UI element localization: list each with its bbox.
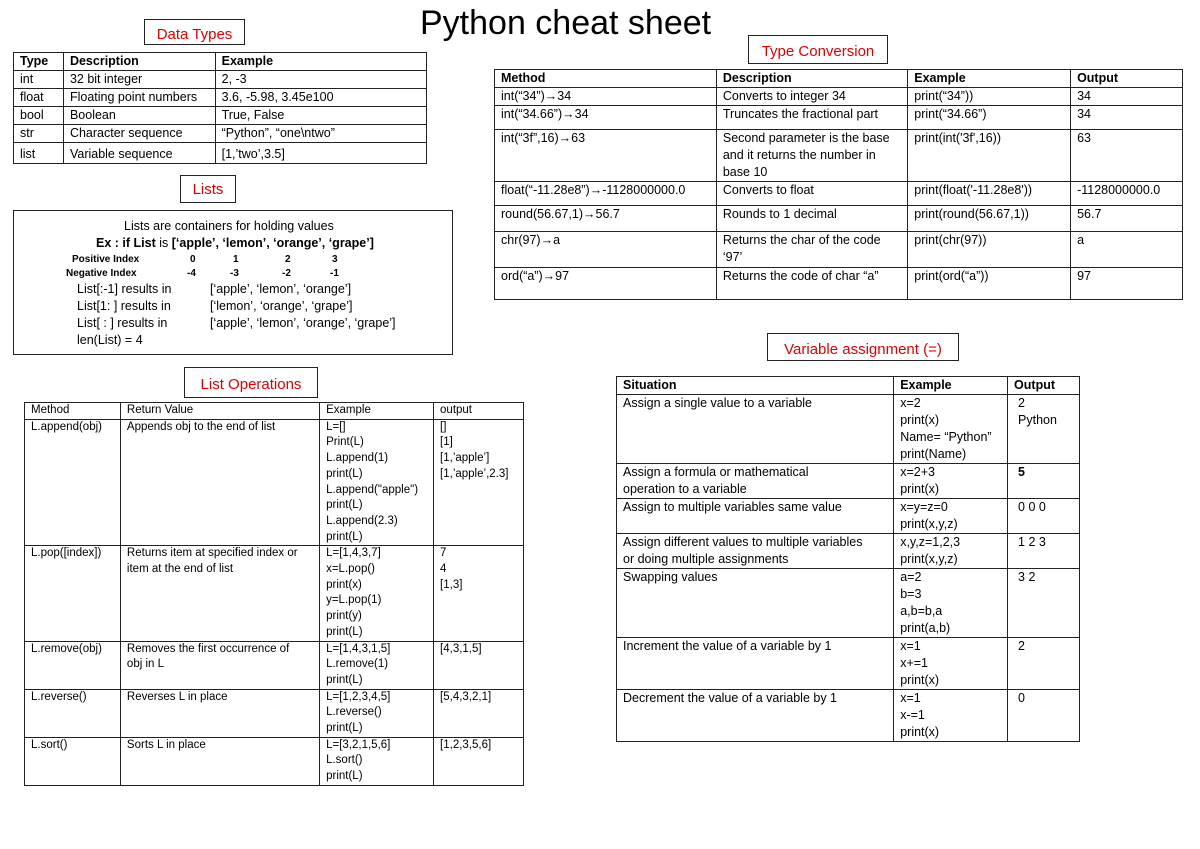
cell-line: L=[1,4,3,1,5]	[326, 642, 391, 655]
cell-line: print(x)	[900, 673, 940, 687]
cell-line: ‘97’	[722, 250, 743, 264]
situation-cell	[617, 638, 894, 690]
positive-index-value: 1	[233, 254, 239, 265]
cell-line: L=[1,2,3,4,5]	[326, 690, 391, 703]
cell-line: print(L)	[326, 722, 363, 735]
example-cell	[894, 395, 1008, 464]
table-row	[14, 107, 427, 125]
cell-line: Decrement the value of a variable by 1	[623, 691, 838, 705]
cell-line: [1,’apple’]	[440, 452, 490, 465]
cell-line: Converts to float	[722, 183, 814, 197]
table-cell: str	[14, 125, 64, 143]
column-header: Return Value	[120, 403, 319, 420]
table-row	[617, 569, 1080, 638]
table-row	[14, 125, 427, 143]
return-value-cell	[120, 546, 319, 641]
cell-line: 4	[440, 563, 447, 576]
example-cell: print(“34”))	[908, 88, 1071, 106]
example-cell	[320, 419, 434, 546]
table-cell: list	[14, 143, 64, 164]
cell-line: L.remove(1)	[326, 658, 389, 671]
cell-line: Removes the first occurrence of	[126, 642, 290, 655]
table-row	[495, 130, 1183, 182]
negative-index-label: Negative Index	[66, 268, 137, 279]
column-header: Example	[320, 403, 434, 420]
table-header-row	[495, 70, 1183, 88]
situation-cell	[617, 690, 894, 742]
cell-line: Appends obj to the end of list	[126, 420, 276, 433]
cell-line: x-=1	[900, 708, 925, 722]
method-cell: L.sort()	[25, 737, 121, 785]
cell-line: L.append("apple")	[326, 483, 419, 496]
cell-line: L=[]	[326, 420, 346, 433]
column-header: Description	[63, 53, 215, 71]
cell-line: obj in L	[126, 658, 165, 671]
table-row	[25, 737, 524, 785]
slice-result: [‘lemon’, ‘orange’, ‘grape’]	[210, 299, 353, 313]
table-cell: Character sequence	[63, 125, 215, 143]
cell-line: print(y)	[326, 610, 362, 623]
table-cell: bool	[14, 107, 64, 125]
cell-line: operation to a variable	[623, 482, 747, 496]
example-is: is	[155, 236, 172, 250]
cell-line: base 10	[722, 165, 768, 179]
method-cell: L.remove(obj)	[25, 641, 121, 689]
table-cell: “Python”, “one\ntwo”	[215, 125, 426, 143]
example-cell: print(float('-11.28e8'))	[908, 182, 1071, 206]
column-header: Output	[1071, 70, 1183, 88]
example-cell	[894, 569, 1008, 638]
cell-line: item at the end of list	[126, 563, 234, 576]
column-header: Example	[908, 70, 1071, 88]
page-title: Python cheat sheet	[420, 4, 712, 42]
cell-line: y=L.pop(1)	[326, 594, 382, 607]
example-cell	[320, 737, 434, 785]
positive-index-value: 2	[285, 254, 291, 265]
table-row	[617, 464, 1080, 499]
output-cell	[1008, 690, 1080, 742]
cell-line: print(x)	[900, 725, 940, 739]
description-cell	[716, 106, 907, 130]
table-header-row	[25, 403, 524, 420]
cell-line: []	[440, 420, 447, 433]
example-cell: print(chr(97))	[908, 232, 1071, 268]
output-cell	[1008, 638, 1080, 690]
cell-line: print(L)	[326, 467, 363, 480]
cell-line: Swapping values	[623, 570, 718, 584]
column-header: Description	[716, 70, 907, 88]
table-cell: [1,’two’,3.5]	[215, 143, 426, 164]
cell-line: x+=1	[900, 656, 929, 670]
example-cell	[894, 638, 1008, 690]
cell-line: Converts to integer 34	[722, 89, 846, 103]
table-cell: Variable sequence	[63, 143, 215, 164]
cell-line: Assign to multiple variables same value	[623, 500, 842, 514]
cell-line: Sorts L in place	[126, 738, 206, 751]
table-cell: 2, -3	[215, 71, 426, 89]
situation-cell	[617, 395, 894, 464]
description-cell	[716, 206, 907, 232]
cell-line: print(L)	[326, 499, 363, 512]
cell-line: [1,3]	[440, 578, 463, 591]
return-value-cell	[120, 641, 319, 689]
table-row	[495, 268, 1183, 300]
cell-line: b=3	[900, 587, 922, 601]
cell-line: a=2	[900, 570, 922, 584]
table-row	[14, 89, 427, 107]
table-row	[495, 206, 1183, 232]
cell-line: [4,3,1,5]	[440, 642, 482, 655]
description-cell	[716, 88, 907, 106]
column-header: Situation	[617, 377, 894, 395]
cell-line: x=1	[900, 691, 921, 705]
output-cell	[434, 546, 524, 641]
output-cell: 97	[1071, 268, 1183, 300]
example-cell: print(ord(“a”))	[908, 268, 1071, 300]
table-row	[25, 419, 524, 546]
cell-line: x=2+3	[900, 465, 935, 479]
cell-line: Reverses L in place	[126, 690, 228, 703]
method-cell: L.pop([index])	[25, 546, 121, 641]
example-cell	[320, 689, 434, 737]
cell-line: 0 0 0	[1018, 500, 1046, 514]
table-row	[617, 638, 1080, 690]
table-row	[617, 395, 1080, 464]
cell-line: L.reverse()	[326, 706, 382, 719]
cell-line: 5	[1018, 465, 1025, 479]
table-row	[617, 499, 1080, 534]
cell-line: print(x,y,z)	[900, 552, 958, 566]
cell-line: a,b=b,a	[900, 604, 943, 618]
table-cell: int	[14, 71, 64, 89]
situation-cell	[617, 569, 894, 638]
cell-line: Assign different values to multiple variables	[623, 535, 863, 549]
cell-line: 2	[1018, 396, 1025, 410]
cell-line: x=2	[900, 396, 921, 410]
len-line: len(List) = 4	[77, 333, 143, 347]
description-cell	[716, 268, 907, 300]
slice-result: [‘apple’, ‘lemon’, ‘orange’]	[210, 282, 352, 296]
table-row	[25, 641, 524, 689]
example-cell	[320, 641, 434, 689]
table-row	[495, 182, 1183, 206]
cell-line: print(Name)	[900, 447, 967, 461]
type-conversion-title: Type Conversion	[748, 35, 888, 64]
cell-line: Python	[1018, 413, 1057, 427]
positive-index-value: 0	[190, 254, 196, 265]
method-cell: round(56.67,1)→56.7	[495, 206, 717, 232]
output-cell: 34	[1071, 106, 1183, 130]
example-cell	[320, 546, 434, 641]
output-cell	[1008, 569, 1080, 638]
method-cell: L.reverse()	[25, 689, 121, 737]
cell-line: print(L)	[326, 530, 363, 543]
column-header: Output	[1008, 377, 1080, 395]
negative-index-value: -4	[187, 268, 196, 279]
table-cell: True, False	[215, 107, 426, 125]
cell-line: Returns the char of the code	[722, 233, 881, 247]
cell-line: Returns item at specified index or	[126, 547, 298, 560]
cell-line: 7	[440, 547, 447, 560]
example-cell: print(int('3f',16))	[908, 130, 1071, 182]
cell-line: Truncates the fractional part	[722, 107, 879, 121]
table-cell: Floating point numbers	[63, 89, 215, 107]
example-cell	[894, 534, 1008, 569]
column-header: Type	[14, 53, 64, 71]
lists-title: Lists	[180, 175, 236, 203]
cell-line: print(x)	[900, 413, 940, 427]
column-header: Example	[215, 53, 426, 71]
cell-line: Returns the code of char “a”	[722, 269, 879, 283]
table-cell: Boolean	[63, 107, 215, 125]
table-cell: 32 bit integer	[63, 71, 215, 89]
variable-assignment-title: Variable assignment (=)	[767, 333, 959, 361]
cell-line: L=[3,2,1,5,6]	[326, 738, 391, 751]
cell-line: x,y,z=1,2,3	[900, 535, 961, 549]
cell-line: Print(L)	[326, 436, 364, 449]
output-cell: 34	[1071, 88, 1183, 106]
negative-index-value: -3	[230, 268, 239, 279]
example-prefix: Ex : if	[96, 236, 134, 250]
cell-line: print(x,y,z)	[900, 517, 958, 531]
cell-line: [5,4,3,2,1]	[440, 690, 492, 703]
table-row	[25, 689, 524, 737]
output-cell	[1008, 464, 1080, 499]
cell-line: x=y=z=0	[900, 500, 948, 514]
cell-line: print(a,b)	[900, 621, 951, 635]
output-cell: 63	[1071, 130, 1183, 182]
situation-cell	[617, 534, 894, 569]
cell-line: 1 2 3	[1018, 535, 1046, 549]
variable-assignment-table	[616, 376, 1080, 742]
output-cell	[1008, 395, 1080, 464]
table-header-row	[14, 53, 427, 71]
slice-expr: List[1: ] results in	[77, 299, 171, 313]
cell-line: print(x)	[326, 578, 362, 591]
list-operations-table	[24, 402, 524, 786]
output-cell	[434, 419, 524, 546]
method-cell: chr(97)→a	[495, 232, 717, 268]
table-header-row	[617, 377, 1080, 395]
positive-index-label: Positive Index	[72, 254, 140, 265]
table-row	[14, 71, 427, 89]
output-cell	[434, 737, 524, 785]
example-cell: print(round(56.67,1))	[908, 206, 1071, 232]
cell-line: x=L.pop()	[326, 563, 375, 576]
table-row	[495, 232, 1183, 268]
method-cell: int(“3f”,16)→63	[495, 130, 717, 182]
slice-expr: List[ : ] results in	[77, 316, 168, 330]
situation-cell	[617, 464, 894, 499]
cell-line: and it returns the number in	[722, 148, 876, 162]
output-cell: 56.7	[1071, 206, 1183, 232]
table-row	[617, 534, 1080, 569]
column-header: output	[434, 403, 524, 420]
cell-line: Name= “Python”	[900, 430, 992, 444]
cell-line: Second parameter is the base	[722, 131, 890, 145]
table-row	[617, 690, 1080, 742]
slice-expr: List[:-1] results in	[77, 282, 172, 296]
cell-line: [1]	[440, 436, 453, 449]
output-cell	[1008, 499, 1080, 534]
example-cell	[894, 464, 1008, 499]
cell-line: x=1	[900, 639, 921, 653]
positive-index-value: 3	[332, 254, 338, 265]
cell-line: [1,2,3,5,6]	[440, 738, 492, 751]
data-types-title: Data Types	[144, 19, 245, 45]
list-operations-title: List Operations	[184, 367, 318, 398]
column-header: Method	[25, 403, 121, 420]
example-value: [‘apple’, ‘lemon’, ‘orange’, ‘grape’]	[171, 236, 374, 250]
lists-example	[96, 236, 374, 250]
cell-line: or doing multiple assignments	[623, 552, 789, 566]
cell-line: Assign a single value to a variable	[623, 396, 813, 410]
cell-line: 3 2	[1018, 570, 1036, 584]
output-cell	[434, 689, 524, 737]
type-conversion-table	[494, 69, 1183, 300]
return-value-cell	[120, 737, 319, 785]
negative-index-value: -2	[282, 268, 291, 279]
output-cell: a	[1071, 232, 1183, 268]
description-cell	[716, 232, 907, 268]
method-cell: int(“34.66”)→34	[495, 106, 717, 130]
return-value-cell	[120, 419, 319, 546]
table-row	[25, 546, 524, 641]
example-cell	[894, 690, 1008, 742]
method-cell: ord(“a”)→97	[495, 268, 717, 300]
cell-line: Assign a formula or mathematical	[623, 465, 809, 479]
table-row	[495, 106, 1183, 130]
slice-result: [‘apple’, ‘lemon’, ‘orange’, ‘grape’]	[210, 316, 396, 330]
table-cell: 3.6, -5.98, 3.45e100	[215, 89, 426, 107]
example-cell	[894, 499, 1008, 534]
cell-line: L=[1,4,3,7]	[326, 547, 381, 560]
output-cell: -1128000000.0	[1071, 182, 1183, 206]
table-row	[495, 88, 1183, 106]
cell-line: Increment the value of a variable by 1	[623, 639, 832, 653]
cell-line: Rounds to 1 decimal	[722, 207, 837, 221]
cell-line: print(L)	[326, 625, 363, 638]
cell-line: L.sort()	[326, 754, 363, 767]
example-cell: print(“34.66”)	[908, 106, 1071, 130]
output-cell	[434, 641, 524, 689]
table-row	[14, 143, 427, 164]
situation-cell	[617, 499, 894, 534]
cell-line: print(L)	[326, 673, 363, 686]
cell-line: print(x)	[900, 482, 940, 496]
example-var: List	[133, 236, 156, 250]
column-header: Method	[495, 70, 717, 88]
cell-line: [1,’apple’,2.3]	[440, 467, 509, 480]
cell-line: L.append(2.3)	[326, 514, 398, 527]
column-header: Example	[894, 377, 1008, 395]
cell-line: L.append(1)	[326, 452, 389, 465]
lists-intro: Lists are containers for holding values	[124, 219, 334, 233]
output-cell	[1008, 534, 1080, 569]
method-cell: L.append(obj)	[25, 419, 121, 546]
cell-line: print(L)	[326, 770, 363, 783]
method-cell: int(“34”)→34	[495, 88, 717, 106]
description-cell	[716, 130, 907, 182]
cell-line: 0	[1018, 691, 1025, 705]
description-cell	[716, 182, 907, 206]
negative-index-value: -1	[330, 268, 339, 279]
table-cell: float	[14, 89, 64, 107]
lists-box	[13, 210, 453, 355]
data-types-table	[13, 52, 427, 164]
method-cell: float(“-11.28e8”)→-1128000000.0	[495, 182, 717, 206]
cell-line: 2	[1018, 639, 1025, 653]
return-value-cell	[120, 689, 319, 737]
